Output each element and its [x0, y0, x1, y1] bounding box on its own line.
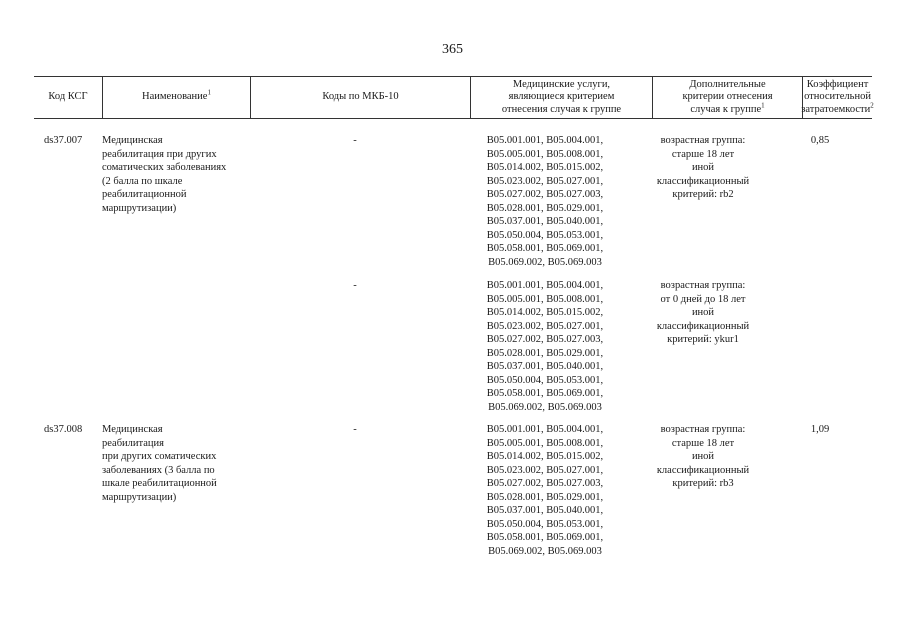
table-row-1-coef: 0,85 [810, 135, 830, 146]
header-coef-label: Коэффициент относительной затратоемкости [801, 78, 871, 115]
table-row-3-code: ds37.008 [44, 424, 83, 435]
table-row-1-services: B05.001.001, B05.004.001, B05.005.001, B05.008.001, B05.014.002, B05.015.002, B05.023.002, B05.027.001, B05.027.002, B05.027.003, B05.028.001, B05.029.001, B05.037.001, B05.040.001, B05.050.004, B05.053.001, B05.058.001, B05.069.001, B05.069.002, B05.069.003 [486, 135, 604, 268]
table-row-3-services: B05.001.001, B05.004.001, B05.005.001, B05.008.001, B05.014.002, B05.015.002, B05.023.002, B05.027.001, B05.027.002, B05.027.003, B05.028.001, B05.029.001, B05.037.001, B05.040.001, B05.050.004, B05.053.001, B05.058.001, B05.069.001, B05.069.002, B05.069.003 [486, 424, 604, 557]
table-row-1-mkb: - [353, 135, 357, 146]
header-services [470, 77, 652, 118]
header-name [102, 77, 250, 118]
table-row-2-criteria: возрастная группа: от 0 дней до 18 лет иной классификационный критерий: ykur1 [656, 280, 750, 345]
table-row-3-name: Медицинская реабилитация при других соматических заболеваниях (3 балла по шкале реабилитационной маршрутизации) [102, 424, 217, 503]
header-coef-footnote: 2 [870, 101, 874, 110]
table-row-1-name: Медицинская реабилитация при других соматических заболеваниях (2 балла по шкале реабилитационной маршрутизации) [102, 135, 227, 214]
header-mkb [250, 77, 470, 118]
table-row-3-mkb: - [353, 424, 357, 435]
header-mkb-label: Коды по МКБ-10 [322, 91, 399, 103]
header-code-label: Код КСГ [48, 91, 88, 103]
header-criteria [652, 77, 802, 118]
table-row-1-criteria: возрастная группа: старше 18 лет иной классификационный критерий: rb2 [656, 135, 750, 200]
header-name-label: Наименование [142, 91, 208, 103]
header-criteria-label: Дополнительные критерии отнесения случая к группе [682, 78, 773, 115]
header-code [34, 77, 102, 118]
table-row-3-coef: 1,09 [810, 424, 830, 435]
table-row-2-services: B05.001.001, B05.004.001, B05.005.001, B05.008.001, B05.014.002, B05.015.002, B05.023.002, B05.027.001, B05.027.002, B05.027.003, B05.028.001, B05.029.001, B05.037.001, B05.040.001, B05.050.004, B05.053.001, B05.058.001, B05.069.001, B05.069.002, B05.069.003 [486, 280, 604, 413]
header-name-footnote: 1 [207, 88, 211, 97]
table-row-2-mkb: - [353, 280, 357, 291]
header-services-label: Медицинские услуги, являющиеся критерием отнесения случая к группе [501, 78, 622, 115]
table-row-3-criteria: возрастная группа: старше 18 лет иной классификационный критерий: rb3 [656, 424, 750, 489]
page-number: 365 [442, 42, 463, 57]
header-coef [802, 77, 872, 118]
table-header [34, 76, 872, 119]
header-criteria-footnote: 1 [761, 101, 765, 110]
table-row-1-code: ds37.007 [44, 135, 83, 146]
